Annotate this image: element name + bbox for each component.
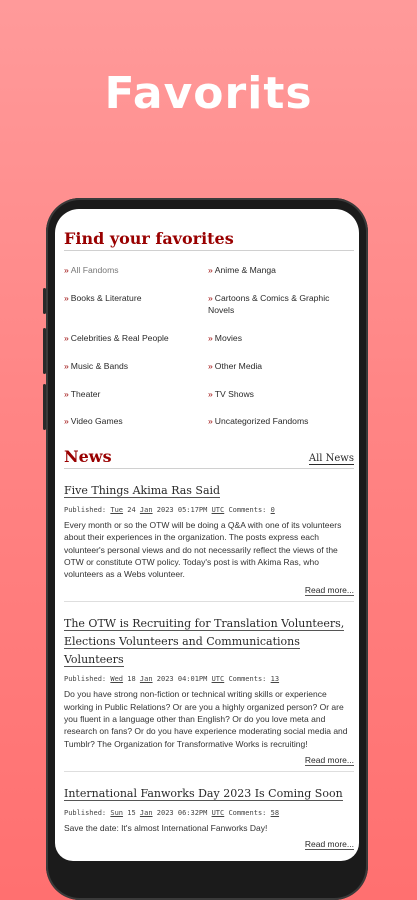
date-month: Jan [139, 506, 153, 514]
fandom-link-anime-manga[interactable]: » Anime & Manga [208, 265, 276, 275]
fandom-link-all-fandoms[interactable]: » All Fandoms [64, 265, 119, 275]
comments-count-link[interactable]: 58 [270, 808, 280, 817]
date-number: 18 [127, 675, 136, 684]
phone-side-button [43, 288, 46, 314]
comments-count-link[interactable]: 0 [270, 506, 275, 514]
news-body: Do you have strong non-fiction or technical writing skills or experience working in Public Relations? Or are you a highly organized person? Or are you fluent in a language other than English? Or do you love meta and research on fans? Or do you have experience moderating social media and Tumblr? The Organization for Transformative Works is recruiting! [64, 689, 348, 749]
published-label: Published: [64, 506, 107, 514]
news-heading: News [64, 447, 112, 466]
fandom-label: Music & Bands [70, 361, 129, 371]
fandom-label: Cartoons & Comics & Graphic Novels [208, 293, 330, 315]
news-item [64, 614, 354, 771]
news-item [64, 784, 354, 849]
fandom-link-other-media[interactable]: » Other Media [208, 361, 263, 371]
news-item [64, 481, 354, 602]
news-meta [64, 675, 354, 683]
fandom-link-cartoons-comics[interactable]: » Cartoons & Comics & Graphic Novels [208, 293, 330, 315]
fandom-link-uncategorized[interactable]: » Uncategorized Fandoms [208, 416, 309, 426]
divider [64, 601, 354, 602]
read-more-link[interactable]: Read more... [304, 839, 354, 850]
fandom-link-tv-shows[interactable]: » TV Shows [208, 389, 254, 399]
date-year-time: 2023 06:32PM [156, 808, 208, 817]
fandom-label: Anime & Manga [214, 265, 276, 275]
date-number: 15 [127, 808, 136, 817]
all-news-link[interactable]: All News [308, 453, 354, 464]
news-meta [64, 809, 354, 817]
date-year-time: 2023 05:17PM [156, 506, 208, 514]
timezone: UTC [211, 675, 225, 684]
date-day: Sun [110, 808, 124, 817]
fandom-label: Books & Literature [70, 293, 142, 303]
fandom-list [64, 251, 354, 441]
news-header [64, 447, 354, 469]
comments-count-link[interactable]: 13 [270, 675, 280, 684]
app-screen [55, 209, 359, 861]
fandom-link-video-games[interactable]: » Video Games [64, 416, 123, 426]
comments-label: Comments: [228, 808, 267, 817]
fandom-link-music-bands[interactable]: » Music & Bands [64, 361, 129, 371]
news-title-link[interactable]: Five Things Akima Ras Said [64, 484, 221, 497]
timezone: UTC [211, 808, 225, 817]
news-title-link[interactable]: International Fanworks Day 2023 Is Coming Soon [64, 786, 343, 800]
fandom-label: Other Media [214, 361, 263, 371]
comments-label: Comments: [228, 675, 267, 684]
fandom-label: Movies [214, 333, 243, 343]
fandom-label: TV Shows [214, 389, 254, 399]
date-month: Jan [139, 808, 153, 817]
date-day: Tue [110, 506, 124, 514]
date-day: Wed [110, 675, 124, 684]
date-number: 24 [127, 506, 136, 514]
published-label: Published: [64, 808, 107, 817]
fandom-link-celebrities[interactable]: » Celebrities & Real People [64, 333, 169, 343]
fandom-label: Celebrities & Real People [70, 333, 169, 343]
news-body: Save the date: It's almost International Fanworks Day! [64, 822, 268, 833]
news-title-link[interactable]: The OTW is Recruiting for Translation Volunteers, Elections Volunteers and Communications Volunteers [64, 617, 345, 667]
read-more-link[interactable]: Read more... [304, 585, 354, 596]
phone-frame [46, 198, 368, 900]
fandom-label: Theater [70, 389, 101, 399]
phone-volume-button [43, 384, 46, 430]
date-month: Jan [139, 675, 153, 684]
fandom-link-books-literature[interactable]: » Books & Literature [64, 293, 142, 303]
date-year-time: 2023 04:01PM [156, 675, 208, 684]
read-more-link[interactable]: Read more... [304, 754, 354, 765]
divider [64, 771, 354, 772]
fandom-link-theater[interactable]: » Theater [64, 389, 101, 399]
comments-label: Comments: [228, 506, 267, 514]
news-meta [64, 506, 354, 514]
divider [64, 468, 354, 469]
phone-volume-button [43, 328, 46, 374]
hero-title: Favorits [104, 68, 313, 119]
fandom-link-movies[interactable]: » Movies [208, 333, 243, 343]
fandom-label: Video Games [70, 416, 123, 426]
timezone: UTC [211, 506, 225, 514]
news-body: Every month or so the OTW will be doing a Q&A with one of its volunteers about their experiences in the organization. The posts express each volunteer's personal views and do not necessarily reflect the views of the OTW or constitute OTW policy. Today's post is with Akima Ras, who volunteers as a Webs volunteer. [64, 520, 342, 580]
fandom-label: Uncategorized Fandoms [214, 416, 309, 426]
published-label: Published: [64, 675, 107, 684]
fandom-label: All Fandoms [70, 265, 119, 275]
favorites-heading: Find your favorites [64, 229, 234, 248]
